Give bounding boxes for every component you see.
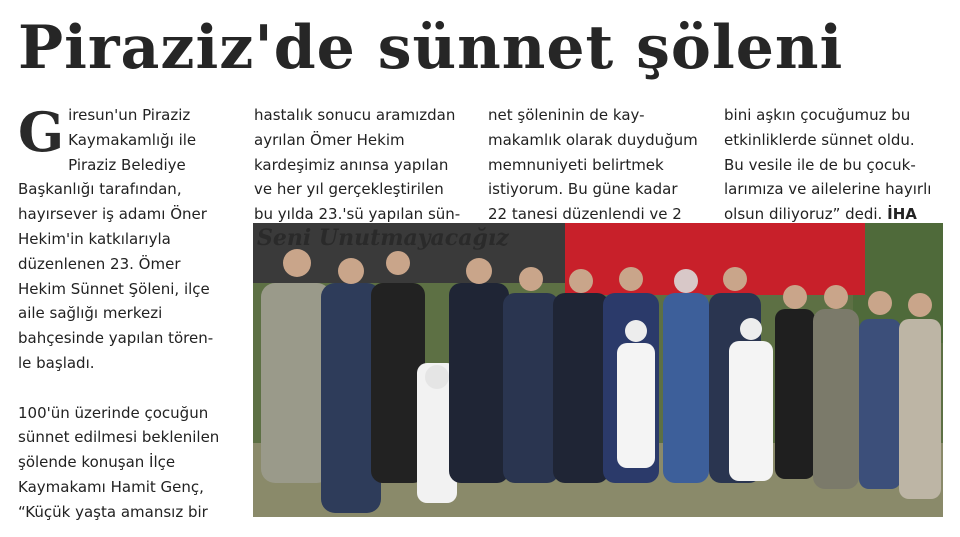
- agency-credit: İHA: [887, 205, 917, 224]
- drop-cap: G: [18, 100, 65, 164]
- person-head: [619, 267, 643, 291]
- article-line: ve her yıl gerçekleştirilen: [254, 180, 444, 199]
- article-line: bahçesinde yapılan tören-: [18, 329, 214, 348]
- article-line: Kaymakamı Hamit Genç,: [18, 477, 204, 496]
- article-column-4: [724, 103, 944, 227]
- article-line: düzenlenen 23. Ömer: [18, 254, 181, 273]
- person-head: [569, 269, 593, 293]
- person-head: [868, 291, 892, 315]
- person-head: [824, 285, 848, 309]
- person-head: [338, 258, 364, 284]
- article-line: bu yılda 23.'sü yapılan sün-: [254, 205, 461, 224]
- person-figure: [553, 293, 609, 483]
- paragraph-spacer: [18, 376, 236, 401]
- article-line: 100'ün üzerinde çocuğun: [18, 403, 209, 422]
- article-line: “Küçük yaşta amansız bir: [18, 502, 208, 521]
- person-head: [723, 267, 747, 291]
- article-line: Hekim'in katkılarıyla: [18, 229, 171, 248]
- article-line: Hekim Sünnet Şöleni, ilçe: [18, 279, 210, 298]
- person-figure: [261, 283, 331, 483]
- article-line: Piraziz Belediye: [68, 155, 186, 174]
- article-line: etkinliklerde sünnet oldu.: [724, 130, 915, 149]
- person-figure: [859, 319, 901, 489]
- person-head: [466, 258, 492, 284]
- child-figure: [617, 343, 655, 468]
- closing-line: olsun diliyoruz” dedi.: [724, 205, 883, 224]
- article-line: hastalık sonucu aramızdan: [254, 106, 456, 124]
- article-line: ayrılan Ömer Hekim: [254, 130, 405, 149]
- article-line: net şöleninin de kay-: [488, 106, 645, 124]
- child-figure: [729, 341, 773, 481]
- article-line: aile sağlığı merkezi: [18, 304, 163, 323]
- person-head: [283, 249, 311, 277]
- person-head: [674, 269, 698, 293]
- article-line: Başkanlığı tarafından,: [18, 180, 182, 199]
- photo-illustration: [253, 223, 943, 517]
- person-figure: [663, 293, 709, 483]
- article-line: memnuniyeti belirtmek: [488, 155, 664, 174]
- person-figure: [449, 283, 509, 483]
- red-banner: [565, 223, 865, 295]
- article-line: makamlık olarak duyduğum: [488, 130, 698, 149]
- news-photo: [253, 223, 943, 517]
- person-head: [386, 251, 410, 275]
- article-column-2: [254, 103, 472, 227]
- headline: Piraziz'de sünnet şöleni: [18, 13, 844, 83]
- article-line: şölende konuşan İlçe: [18, 453, 176, 472]
- person-figure: [775, 309, 815, 479]
- article-line: istiyorum. Bu güne kadar: [488, 180, 678, 199]
- child-head: [740, 318, 762, 340]
- article-line: hayırsever iş adamı Öner: [18, 205, 207, 224]
- article-line: larımıza ve ailelerine hayırlı: [724, 180, 932, 199]
- article-line: kardeşimiz anınsa yapılan: [254, 155, 449, 174]
- person-head: [783, 285, 807, 309]
- article-line: iresun'un Piraziz: [68, 106, 191, 124]
- article-line: sünnet edilmesi beklenilen: [18, 428, 220, 447]
- article-line: Bu vesile ile de bu çocuk-: [724, 155, 916, 174]
- article-column-3: [488, 103, 708, 227]
- person-head: [908, 293, 932, 317]
- article-line: le başladı.: [18, 353, 95, 372]
- article-line: Kaymakamlığı ile: [68, 130, 197, 149]
- child-head: [625, 320, 647, 342]
- banner-text: Seni Unutmayacağız: [257, 225, 509, 251]
- article-column-1: [18, 100, 236, 525]
- person-figure: [899, 319, 941, 499]
- person-figure: [813, 309, 859, 489]
- article-line: 22 tanesi düzenlendi ve 2: [488, 205, 682, 224]
- child-head: [425, 365, 449, 389]
- person-figure: [503, 293, 559, 483]
- person-figure: [371, 283, 425, 483]
- person-head: [519, 267, 543, 291]
- article-line: bini aşkın çocuğumuz bu: [724, 106, 911, 124]
